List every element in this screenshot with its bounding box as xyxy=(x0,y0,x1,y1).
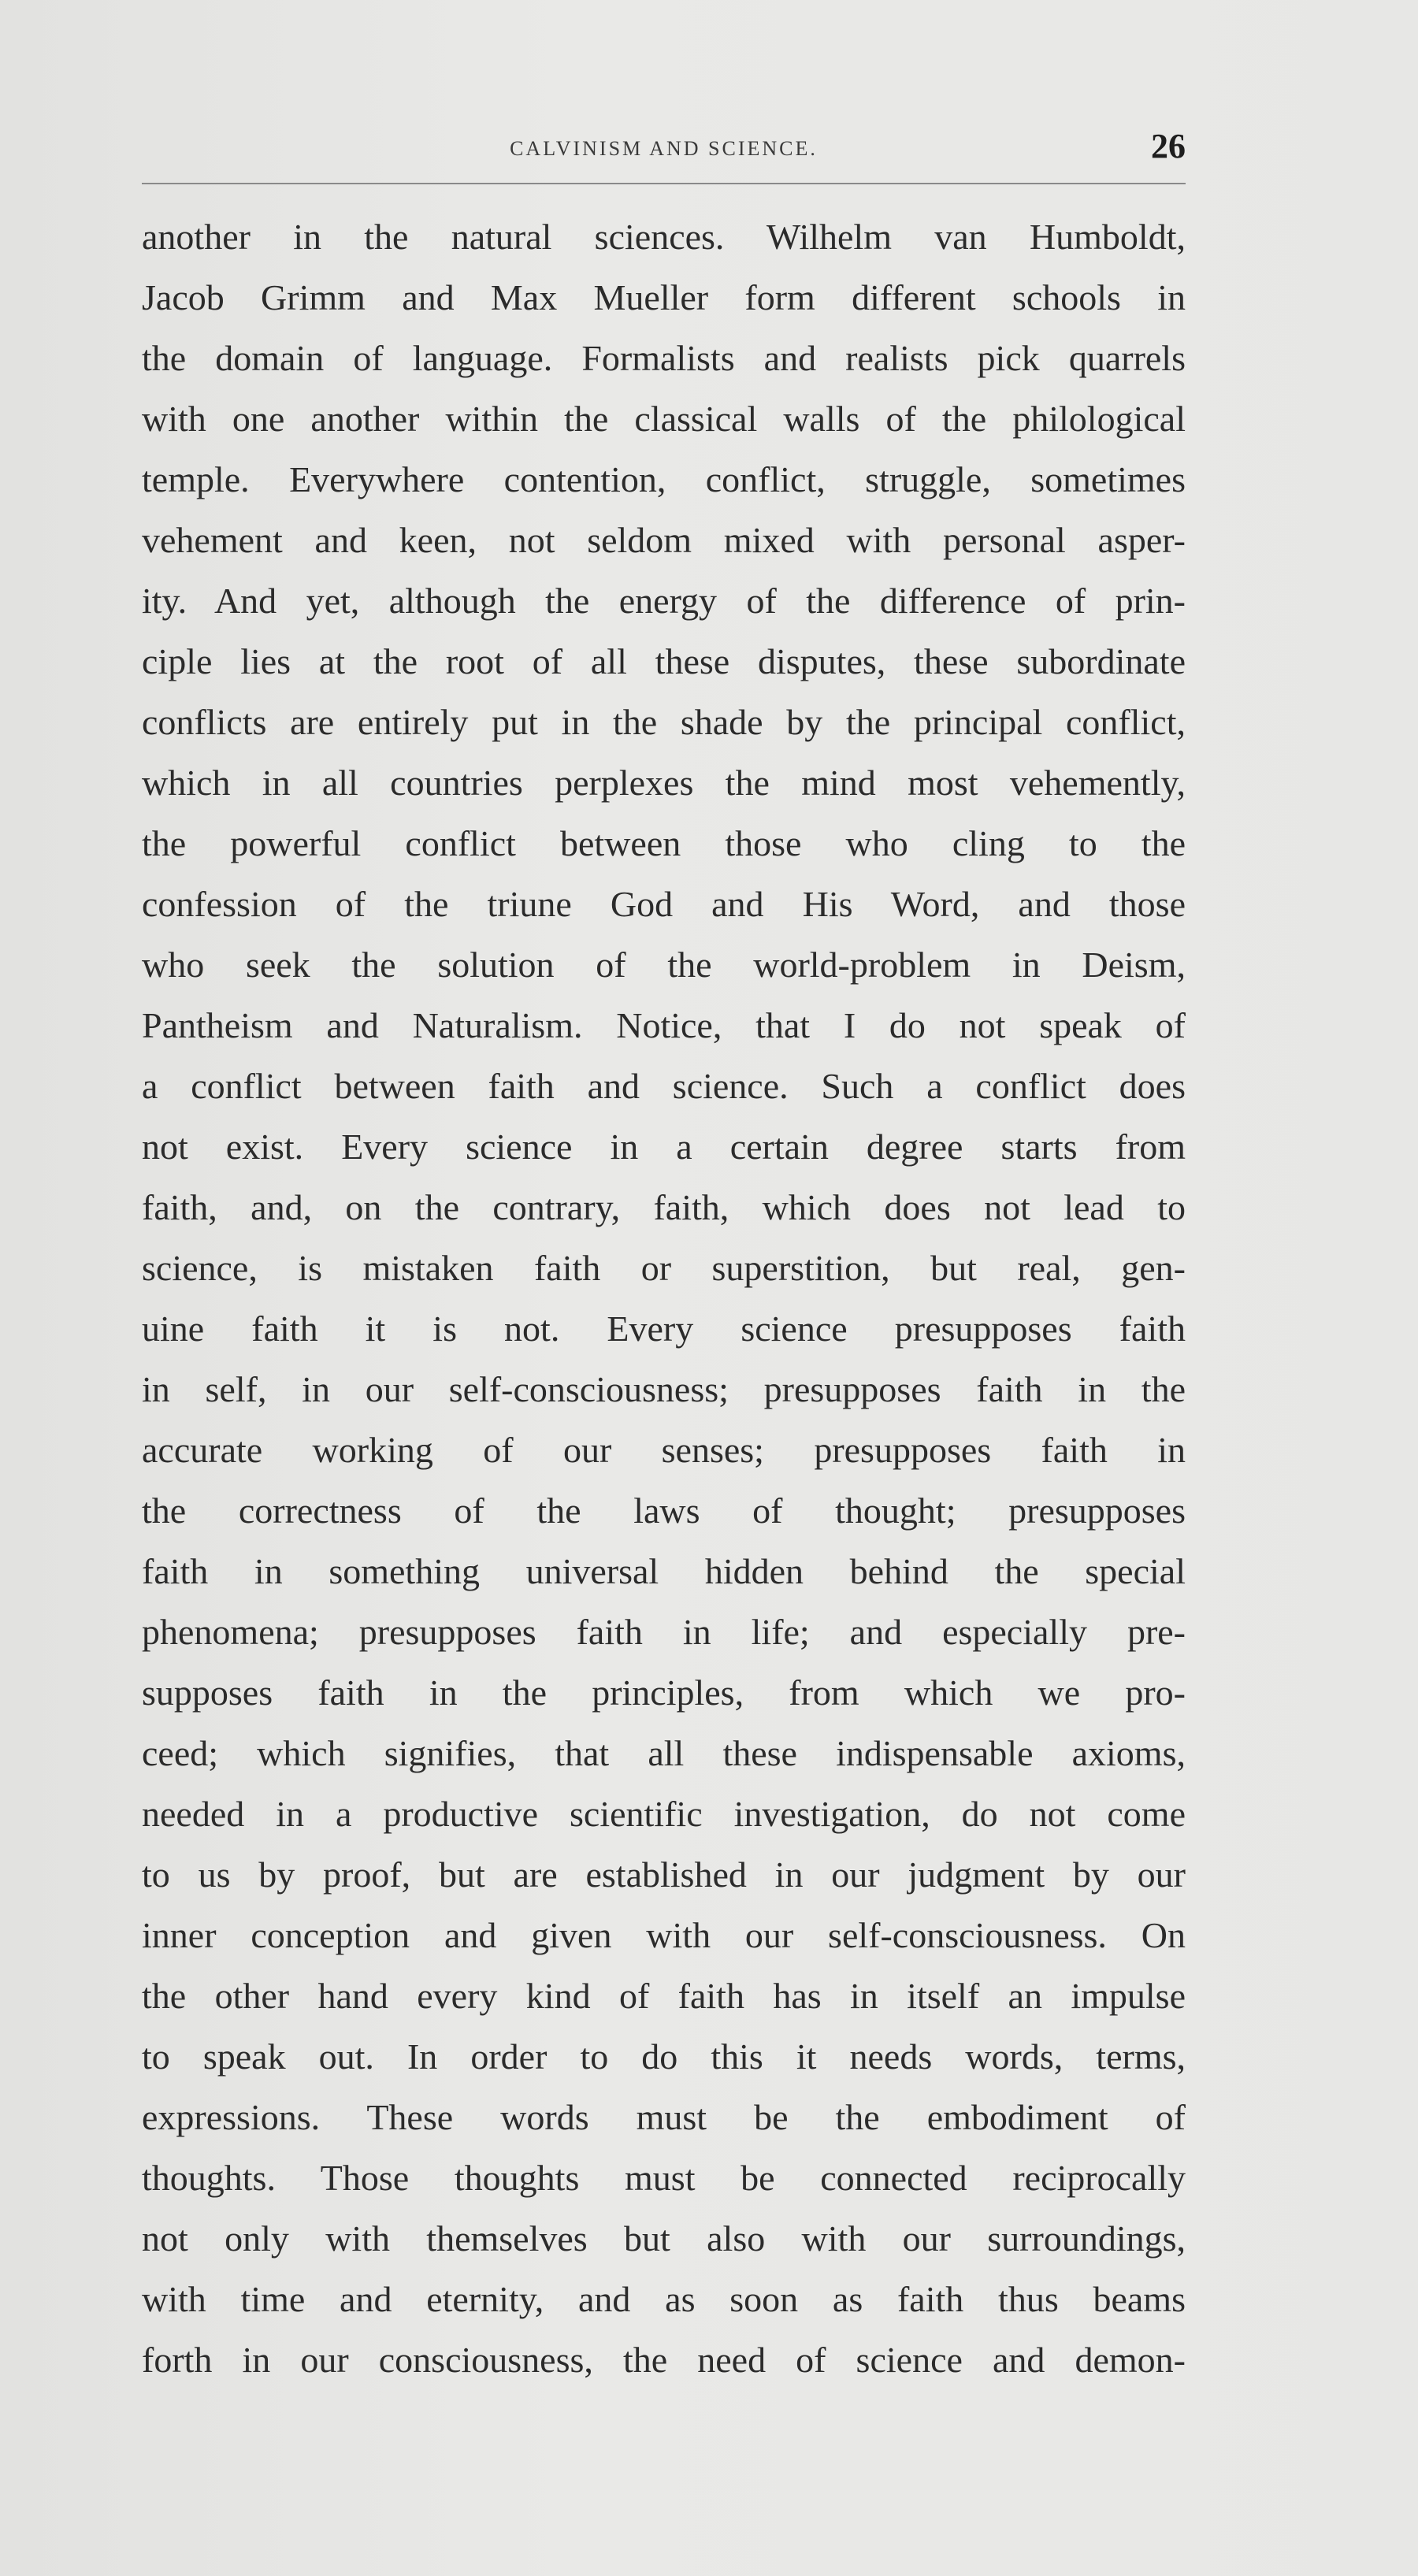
text-line: with time and eternity, and as soon as faith thus beams xyxy=(142,2279,1186,2319)
text-line: inner conception and given with our self-consciousness. On xyxy=(142,1915,1186,1955)
text-line: supposes faith in the principles, from which we pro- xyxy=(142,1672,1186,1713)
text-line: science, is mistaken faith or superstition, but real, gen- xyxy=(142,1248,1186,1288)
text-line: accurate working of our senses; presupposes faith in xyxy=(142,1430,1186,1470)
text-line: which in all countries perplexes the mind most vehemently, xyxy=(142,763,1186,803)
text-line: vehement and keen, not seldom mixed with personal asper- xyxy=(142,520,1186,560)
text-line: a conflict between faith and science. Such a conflict does xyxy=(142,1066,1186,1106)
text-line: the powerful conflict between those who cling to the xyxy=(142,823,1186,863)
text-line: in self, in our self-consciousness; presupposes faith in the xyxy=(142,1369,1186,1409)
text-line: not exist. Every science in a certain degree starts from xyxy=(142,1127,1186,1167)
text-line: Pantheism and Naturalism. Notice, that I do not speak of xyxy=(142,1005,1186,1045)
text-line: with one another within the classical walls of the philological xyxy=(142,399,1186,439)
running-head: CALVINISM AND SCIENCE. xyxy=(510,137,818,160)
text-line: ceed; which signifies, that all these indispensable axioms, xyxy=(142,1733,1186,1773)
page-header xyxy=(142,126,1186,189)
text-line: forth in our consciousness, the need of science and demon- xyxy=(142,2340,1186,2380)
text-line: faith in something universal hidden behind the special xyxy=(142,1551,1186,1591)
text-line: needed in a productive scientific investigation, do not come xyxy=(142,1794,1186,1834)
header-rule xyxy=(142,183,1186,184)
text-line: the domain of language. Formalists and realists pick quarrels xyxy=(142,338,1186,378)
text-line: ciple lies at the root of all these disputes, these subordinate xyxy=(142,641,1186,681)
text-line: phenomena; presupposes faith in life; and especially pre- xyxy=(142,1612,1186,1652)
text-line: who seek the solution of the world-problem in Deism, xyxy=(142,945,1186,985)
text-line: the correctness of the laws of thought; presupposes xyxy=(142,1490,1186,1531)
page-number: 26 xyxy=(1151,127,1186,165)
text-line: confession of the triune God and His Word, and those xyxy=(142,884,1186,924)
text-line: Jacob Grimm and Max Mueller form different schools in xyxy=(142,277,1186,317)
text-line: expressions. These words must be the embodiment of xyxy=(142,2097,1186,2137)
text-line: another in the natural sciences. Wilhelm van Humboldt, xyxy=(142,217,1186,257)
text-line: conflicts are entirely put in the shade by the principal conflict, xyxy=(142,702,1186,742)
text-line: to us by proof, but are established in our judgment by our xyxy=(142,1854,1186,1895)
text-line: temple. Everywhere contention, conflict, struggle, sometimes xyxy=(142,459,1186,499)
body-text xyxy=(142,206,1186,2390)
text-line: faith, and, on the contrary, faith, which does not lead to xyxy=(142,1187,1186,1227)
text-line: ity. And yet, although the energy of the difference of prin- xyxy=(142,581,1186,621)
text-line: to speak out. In order to do this it needs words, terms, xyxy=(142,2036,1186,2077)
text-line: thoughts. Those thoughts must be connected reciprocally xyxy=(142,2158,1186,2198)
text-line: uine faith it is not. Every science presupposes faith xyxy=(142,1308,1186,1349)
text-line: the other hand every kind of faith has in itself an impulse xyxy=(142,1976,1186,2016)
text-line: not only with themselves but also with our surroundings, xyxy=(142,2218,1186,2259)
